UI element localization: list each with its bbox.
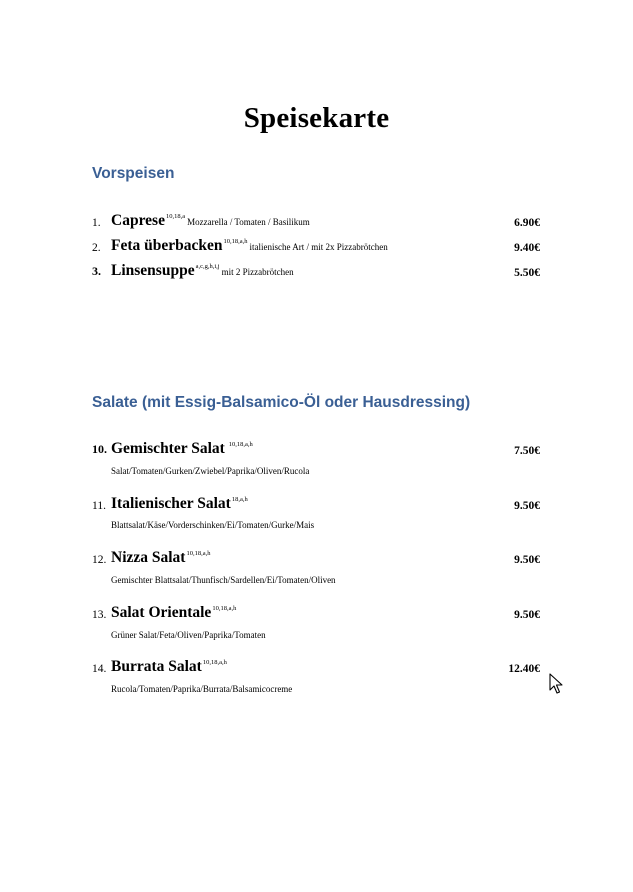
section-heading-salate: Salate (mit Essig-Balsamico-Öl oder Hausdressing): [92, 394, 471, 411]
menu-item-caprese: [92, 212, 540, 232]
item-price: 9.40€: [514, 242, 540, 254]
item-allergens: 10,18,a,h: [223, 238, 248, 245]
menu-item-gemischter-salat: [92, 440, 540, 460]
section-heading-vorspeisen: Vorspeisen: [92, 165, 175, 182]
item-description: Rucola/Tomaten/Paprika/Burrata/Balsamicocreme: [111, 684, 293, 694]
item-price: 12.40€: [508, 663, 540, 675]
item-name: Burrata Salat: [111, 658, 202, 675]
menu-item-linsensuppe: [92, 262, 540, 282]
item-number: 3.: [92, 264, 101, 278]
item-name: Feta überbacken: [111, 237, 223, 254]
item-price: 9.50€: [514, 609, 540, 621]
item-description: Salat/Tomaten/Gurken/Zwiebel/Paprika/Oliven/Rucola: [111, 466, 310, 476]
item-allergens: 10,18,a,h: [186, 550, 211, 557]
page-title: Speisekarte: [243, 102, 390, 134]
item-description: Grüner Salat/Feta/Oliven/Paprika/Tomaten: [111, 630, 266, 640]
item-name: Gemischter Salat: [111, 440, 225, 457]
menu-item-feta-ueberbacken: [92, 237, 540, 257]
item-number: 2.: [92, 242, 101, 254]
menu-item-italienischer-salat: [92, 495, 540, 515]
item-price: 6.90€: [514, 217, 540, 229]
item-name: Italienischer Salat: [111, 495, 231, 512]
item-price: 5.50€: [514, 267, 540, 279]
item-allergens: 10,18,a,h: [228, 441, 253, 448]
item-name: Nizza Salat: [111, 549, 186, 566]
item-number: 14.: [92, 663, 107, 675]
item-price: 9.50€: [514, 554, 540, 566]
item-allergens: 10,18,a,h: [212, 605, 237, 612]
menu-item-nizza-salat: [92, 549, 540, 569]
menu-item-burrata-salat: [92, 658, 540, 678]
item-number: 1.: [92, 217, 101, 229]
item-name: Caprese: [111, 212, 165, 229]
item-description: mit 2 Pizzabrötchen: [221, 267, 294, 277]
item-allergens: 10,18,a: [165, 213, 186, 220]
item-price: 9.50€: [514, 500, 540, 512]
item-number: 10.: [92, 442, 107, 456]
item-name: Linsensuppe: [111, 262, 195, 279]
item-description: italienische Art / mit 2x Pizzabrötchen: [249, 242, 388, 252]
menu-item-salat-orientale: [92, 604, 540, 624]
item-number: 11.: [92, 500, 106, 512]
item-description: Blattsalat/Käse/Vorderschinken/Ei/Tomaten/Gurke/Mais: [111, 520, 315, 530]
item-allergens: 18,a,h: [231, 496, 248, 503]
item-number: 13.: [92, 609, 107, 621]
item-price: 7.50€: [514, 445, 540, 457]
item-number: 12.: [92, 554, 107, 566]
item-allergens: a,c,g,h,i,j: [195, 263, 220, 270]
item-name: Salat Orientale: [111, 604, 212, 621]
mouse-pointer-icon: [549, 673, 563, 695]
item-description: Gemischter Blattsalat/Thunfisch/Sardellen/Ei/Tomaten/Oliven: [111, 575, 336, 585]
item-allergens: 10,18,a,h: [202, 659, 227, 666]
item-description: Mozzarella / Tomaten / Basilikum: [187, 217, 310, 227]
